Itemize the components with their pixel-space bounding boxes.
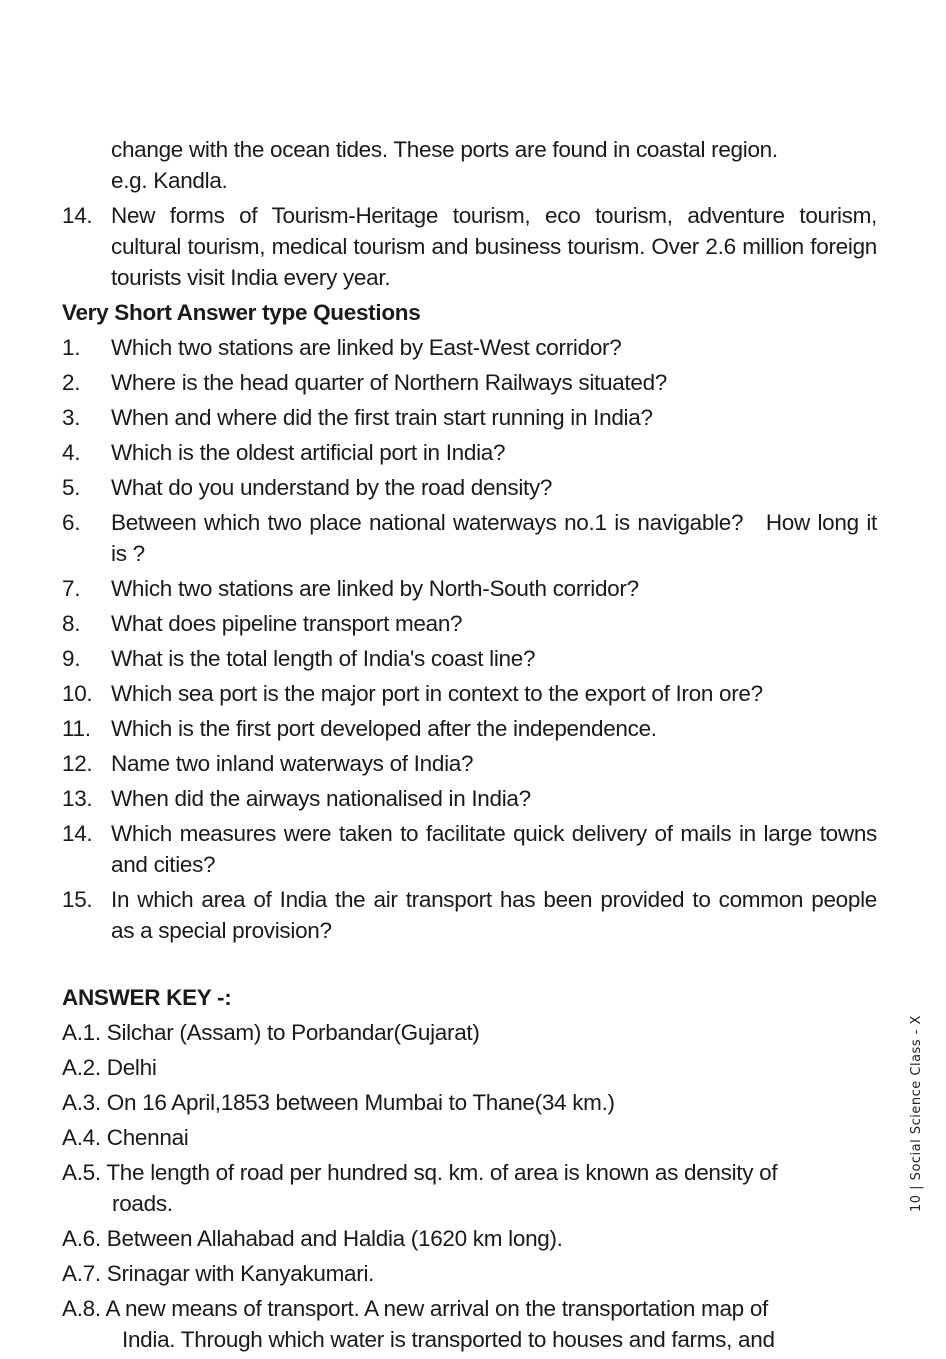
question-item (62, 608, 877, 639)
question-number: 10. (62, 681, 93, 706)
answer-text: A.8. A new means of transport. A new arrival on the transportation map of (62, 1296, 769, 1321)
question-item (62, 332, 877, 363)
document-page (62, 134, 883, 1359)
question-item (62, 367, 877, 398)
question-item (62, 818, 877, 880)
answer-text: A.7. Srinagar with Kanyakumari. (62, 1261, 375, 1286)
question-item (62, 507, 883, 569)
question-number: 3. (62, 405, 81, 430)
question-text: Between which two place national waterways no.1 is navigable? How long it is ? (111, 510, 883, 566)
question-number: 11. (62, 716, 91, 741)
question-text: In which area of India the air transport has been provided to common people as a special provision? (111, 887, 877, 943)
question-text: Which measures were taken to facilitate quick delivery of mails in large towns and cities? (111, 821, 877, 877)
question-text: What does pipeline transport mean? (111, 611, 463, 636)
question-number: 1. (62, 335, 81, 360)
question-item (62, 713, 877, 744)
question-item (62, 437, 877, 468)
answer-item (62, 1052, 877, 1083)
continuation-line-1: change with the ocean tides. These ports are found in coastal region. (111, 137, 778, 162)
question-number: 9. (62, 646, 81, 671)
question-number: 5. (62, 475, 81, 500)
continuation-paragraph (62, 134, 877, 196)
question-item (62, 472, 877, 503)
question-number: 13. (62, 786, 93, 811)
question-number: 15. (62, 887, 93, 912)
answer-item (62, 1157, 877, 1219)
list-item-14-tourism (62, 200, 877, 293)
answer-text: A.3. On 16 April,1853 between Mumbai to Thane(34 km.) (62, 1090, 615, 1115)
question-text: Which two stations are linked by North-South corridor? (111, 576, 639, 601)
question-number: 14. (62, 821, 93, 846)
answer-text: A.5. The length of road per hundred sq. km. of area is known as density of (62, 1160, 778, 1185)
questions-list (62, 332, 883, 946)
answer-item (62, 1017, 877, 1048)
question-text: Which is the oldest artificial port in India? (111, 440, 506, 465)
answer-text: A.2. Delhi (62, 1055, 157, 1080)
answer-text: A.6. Between Allahabad and Haldia (1620 km long). (62, 1226, 563, 1251)
question-text: Name two inland waterways of India? (111, 751, 474, 776)
answer-text-continued: roads. (112, 1191, 173, 1216)
question-item (62, 573, 877, 604)
answer-text: A.1. Silchar (Assam) to Porbandar(Gujarat) (62, 1020, 480, 1045)
question-text: When did the airways nationalised in India? (111, 786, 531, 811)
answer-item (62, 1087, 877, 1118)
question-text: What is the total length of India's coast line? (111, 646, 536, 671)
answer-item (62, 1223, 877, 1254)
answer-item (62, 1258, 877, 1289)
answer-text-continued: India. Through which water is transported to houses and farms, and (122, 1327, 775, 1352)
continuation-line-2: e.g. Kandla. (111, 168, 228, 193)
question-text: When and where did the first train start running in India? (111, 405, 653, 430)
question-number: 8. (62, 611, 81, 636)
page-footer-mark (905, 1015, 935, 1295)
question-number: 2. (62, 370, 81, 395)
question-text: Which is the first port developed after the independence. (111, 716, 657, 741)
list-item-text: New forms of Tourism-Heritage tourism, eco tourism, adventure tourism, cultural tourism, medical tourism and business tourism. Over 2.6 million foreign tourists visit India every year. (111, 203, 877, 290)
answers-list (62, 1017, 877, 1355)
answer-item (62, 1122, 877, 1153)
question-text: Where is the head quarter of Northern Railways situated? (111, 370, 667, 395)
question-text: Which sea port is the major port in context to the export of Iron ore? (111, 681, 763, 706)
question-item (62, 884, 877, 946)
question-number: 7. (62, 576, 81, 601)
question-item (62, 748, 877, 779)
question-item (62, 402, 877, 433)
answer-item (62, 1293, 877, 1355)
page-footer-text: 10 | Social Science Class - X (909, 1015, 924, 1212)
question-number: 12. (62, 751, 93, 776)
answer-key-heading: ANSWER KEY -: (62, 985, 232, 1010)
question-item (62, 783, 877, 814)
question-text: Which two stations are linked by East-West corridor? (111, 335, 622, 360)
list-item-number: 14. (62, 203, 93, 228)
question-item (62, 643, 877, 674)
answer-text: A.4. Chennai (62, 1125, 189, 1150)
question-number: 6. (62, 510, 81, 535)
question-number: 4. (62, 440, 81, 465)
question-item (62, 678, 877, 709)
question-text: What do you understand by the road density? (111, 475, 553, 500)
questions-heading: Very Short Answer type Questions (62, 300, 421, 325)
